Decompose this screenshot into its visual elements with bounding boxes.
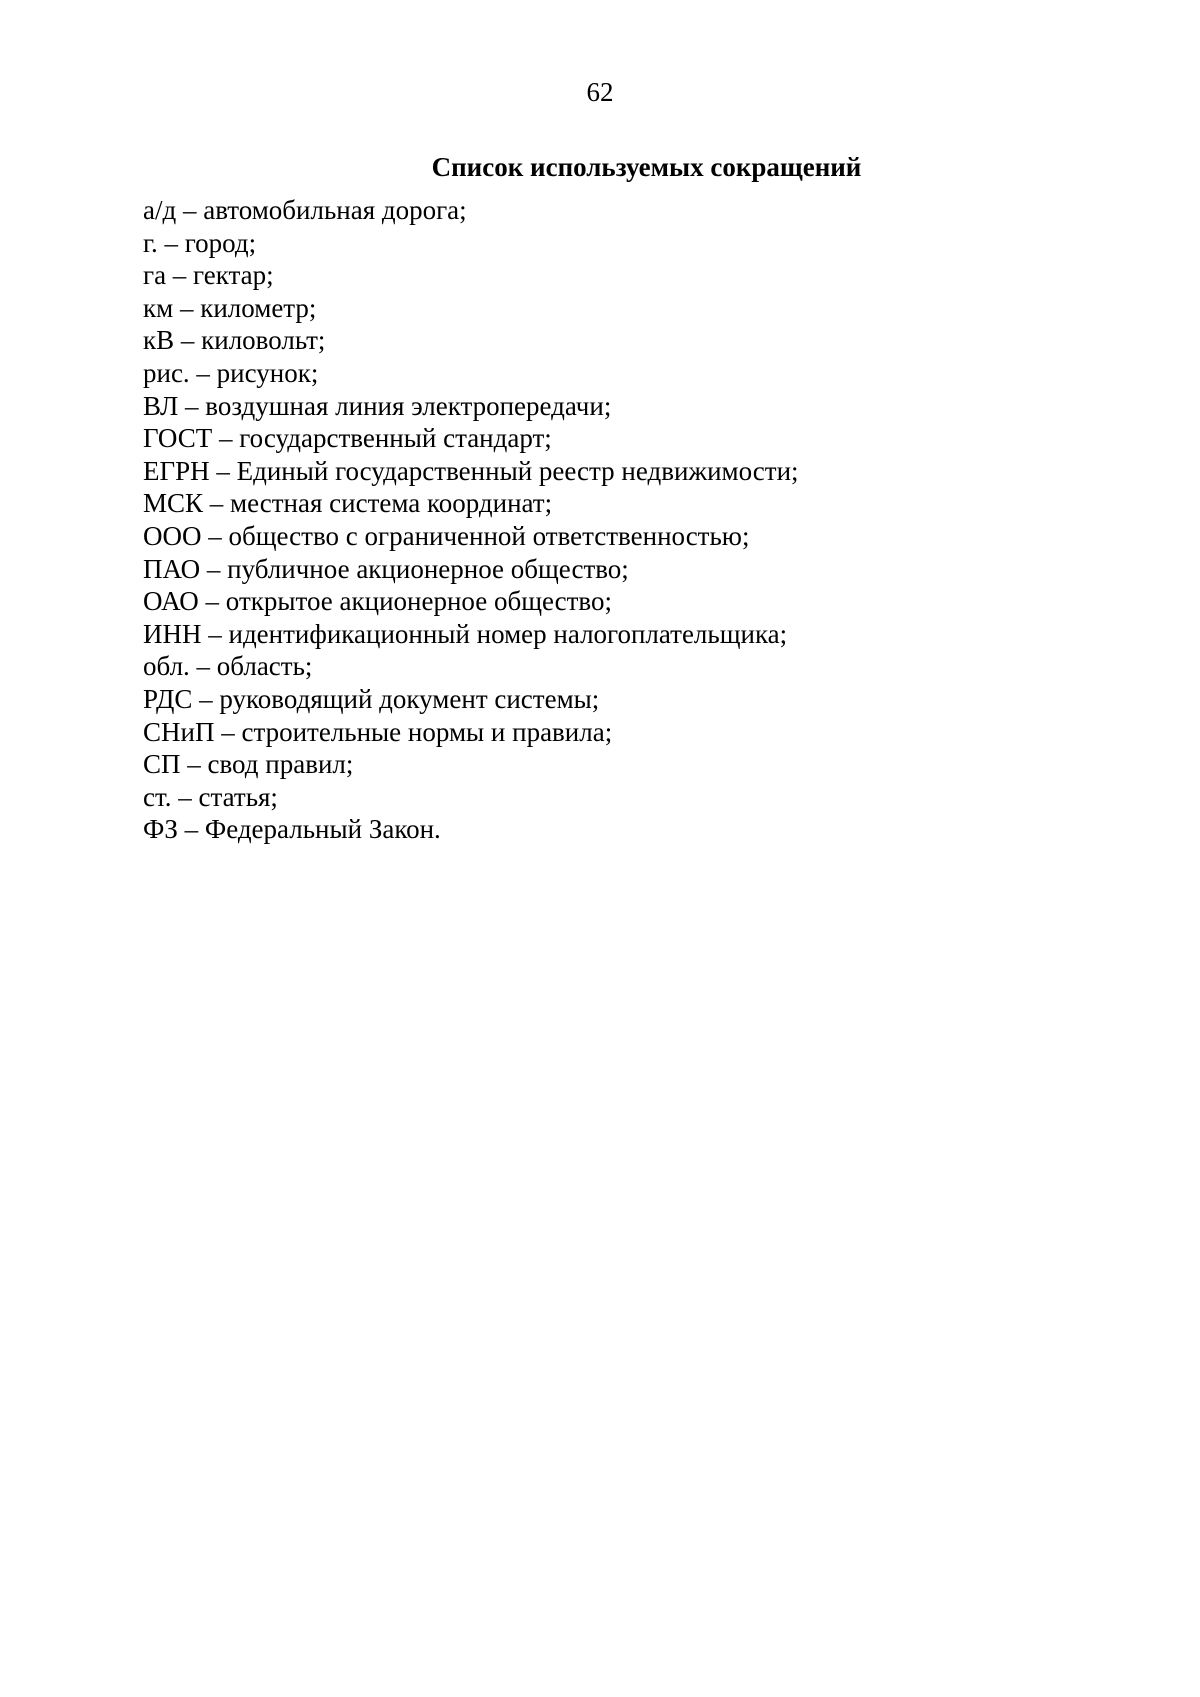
abbreviation-list [143, 194, 1143, 846]
abbreviation-item: км – километр; [143, 292, 317, 323]
abbreviation-item: рис. – рисунок; [143, 357, 319, 388]
abbreviation-item: г. – город; [143, 227, 257, 258]
abbreviation-item: СНиП – строительные нормы и правила; [143, 716, 613, 747]
abbreviation-item: МСК – местная система координат; [143, 488, 553, 519]
abbreviation-item: РДС – руководящий документ системы; [143, 683, 600, 714]
page-title: Список используемых сокращений [431, 152, 862, 182]
abbreviation-item: ст. – статья; [143, 781, 278, 812]
abbreviation-item: ФЗ – Федеральный Закон. [143, 814, 441, 845]
abbreviation-item: га – гектар; [143, 260, 274, 291]
abbreviation-item: обл. – область; [143, 651, 313, 682]
abbreviation-item: ЕГРН – Единый государственный реестр недвижимости; [143, 455, 799, 486]
abbreviation-item: СП – свод правил; [143, 749, 354, 780]
page-number: 62 [586, 77, 614, 107]
abbreviation-item: ПАО – публичное акционерное общество; [143, 553, 629, 584]
abbreviation-item: ИНН – идентификационный номер налогоплательщика; [143, 618, 788, 649]
abbreviation-item: а/д – автомобильная дорога; [143, 195, 467, 225]
abbreviation-item: ООО – общество с ограниченной ответственностью; [143, 520, 750, 551]
abbreviation-item: ГОСТ – государственный стандарт; [143, 423, 552, 454]
abbreviation-item: ВЛ – воздушная линия электропередачи; [143, 390, 612, 421]
abbreviation-item: кВ – киловольт; [143, 325, 326, 356]
abbreviation-item: ОАО – открытое акционерное общество; [143, 586, 612, 617]
